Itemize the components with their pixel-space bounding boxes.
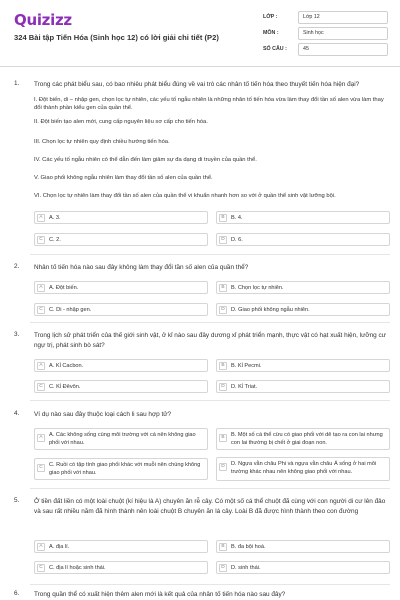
option-b[interactable] bbox=[216, 281, 390, 294]
option-letter-badge: B bbox=[219, 284, 227, 292]
question-number: 4. bbox=[14, 410, 20, 417]
question-number: 6. bbox=[14, 590, 20, 597]
option-d[interactable] bbox=[216, 561, 390, 574]
option-b[interactable] bbox=[216, 540, 390, 553]
option-letter-badge: C bbox=[37, 383, 45, 391]
option-c[interactable] bbox=[34, 303, 208, 316]
option-text: C. 2. bbox=[49, 237, 61, 243]
question-number: 1. bbox=[14, 80, 20, 87]
question-number: 2. bbox=[14, 263, 20, 270]
option-letter-badge: A bbox=[37, 362, 45, 370]
page-header bbox=[0, 0, 400, 66]
question-text: Ví dụ nào sau đây thuộc loại cách li sau hợp tử? bbox=[34, 411, 172, 418]
question-number: 3. bbox=[14, 331, 20, 338]
option-letter-badge: A bbox=[37, 284, 45, 292]
question-text: Nhân tố tiến hóa nào sau đây không làm thay đổi tần số alen của quần thể? bbox=[34, 264, 249, 271]
option-text: B. Một số cá thể cừu có giao phối với dê tạo ra con lai nhưng con lai thường bị chết ở giai đoạn non. bbox=[231, 432, 383, 446]
option-c[interactable] bbox=[34, 561, 208, 574]
option-text: B. đa bội hoá. bbox=[231, 544, 266, 550]
option-a[interactable] bbox=[34, 428, 208, 450]
question-divider bbox=[30, 322, 390, 323]
option-c[interactable] bbox=[34, 233, 208, 246]
option-text: C. Di - nhập gen. bbox=[49, 307, 92, 313]
option-text: D. sinh thái. bbox=[231, 565, 261, 571]
question-divider bbox=[30, 400, 390, 401]
option-text: C. địa lí hoặc sinh thái. bbox=[49, 565, 106, 571]
question-text: Trong quần thể có xuất hiện thêm alen mới là kết quả của nhân tố tiến hóa nào sau đây? bbox=[34, 591, 286, 598]
option-text: C. Ruồi có tập tính giao phối khác với muỗi nên chúng không giao phối với nhau. bbox=[49, 462, 201, 476]
option-d[interactable] bbox=[216, 380, 390, 393]
option-letter-badge: B bbox=[219, 543, 227, 551]
question-divider bbox=[30, 584, 390, 585]
option-a[interactable] bbox=[34, 540, 208, 553]
statement-2: II. Đột biến tạo alen mới, cung cấp nguyên liệu sơ cấp cho tiến hóa. bbox=[34, 119, 208, 125]
option-letter-badge: A bbox=[37, 543, 45, 551]
option-text: B. Kỉ Pecmi. bbox=[231, 363, 262, 369]
document-title: 324 Bài tập Tiến Hóa (Sinh học 12) có lời giải chi tiết (P2) bbox=[14, 33, 219, 42]
option-letter-badge: A bbox=[37, 214, 45, 222]
option-c[interactable] bbox=[34, 458, 208, 480]
option-text: B. Chọn lọc tự nhiên. bbox=[231, 285, 284, 291]
option-letter-badge: C bbox=[37, 236, 45, 244]
option-letter-badge: C bbox=[37, 306, 45, 314]
option-a[interactable] bbox=[34, 359, 208, 372]
option-text: C. Kỉ Đêvôn. bbox=[49, 384, 81, 390]
option-letter-badge: D bbox=[219, 463, 227, 471]
option-text: A. 3. bbox=[49, 215, 61, 221]
option-text: D. Ngựa vằn châu Phi và ngựa vằn châu Á sống ở hai môi trường khác nhau nên không giao phối với nhau. bbox=[231, 461, 377, 475]
option-text: B. 4. bbox=[231, 215, 243, 221]
option-d[interactable] bbox=[216, 303, 390, 316]
class-value: Lớp 12 bbox=[298, 11, 388, 24]
question-number: 5. bbox=[14, 497, 20, 504]
option-c[interactable] bbox=[34, 380, 208, 393]
option-letter-badge: C bbox=[37, 564, 45, 572]
question-text: Ở tiền đất liền có một loài chuột (kí hiệu là A) chuyên ăn rễ cây. Có một số cá thể chuột đã cùng với con người di cư lên đảo và sau rất nhiều năm đã hình thành nên loài chuột B chuyên ăn lá cây. Loài B đã được hình thành theo con đường bbox=[34, 498, 386, 515]
option-letter-badge: D bbox=[219, 306, 227, 314]
subject-value: Sinh học bbox=[298, 27, 388, 40]
class-row bbox=[263, 9, 388, 25]
question-count-value: 45 bbox=[298, 43, 388, 56]
question-divider bbox=[30, 488, 390, 489]
question-count-row bbox=[263, 41, 388, 57]
option-letter-badge: A bbox=[37, 434, 45, 442]
option-b[interactable] bbox=[216, 359, 390, 372]
statement-5: V. Giao phối không ngẫu nhiên làm thay đổi tần số alen của quần thể. bbox=[34, 175, 213, 181]
option-d[interactable] bbox=[216, 233, 390, 246]
option-text: D. Kỉ Triat. bbox=[231, 384, 258, 390]
option-b[interactable] bbox=[216, 428, 390, 450]
option-a[interactable] bbox=[34, 211, 208, 224]
option-letter-badge: B bbox=[219, 214, 227, 222]
option-text: A. Các không sống cùng môi trường với cá nên không giao phối với nhau. bbox=[49, 432, 196, 446]
quizizz-logo: Quizizz bbox=[14, 11, 72, 29]
option-b[interactable] bbox=[216, 211, 390, 224]
question-count-label: SỐ CÂU : bbox=[263, 46, 287, 52]
option-text: D. 6. bbox=[231, 237, 243, 243]
option-text: A. Kỉ Cacbon. bbox=[49, 363, 84, 369]
option-text: A. Đột biến. bbox=[49, 285, 79, 291]
question-text: Trong lịch sử phát triển của thế giới sinh vật, ở kỉ nào sau đây dương xỉ phát triển mạnh, thực vật có hạt xuất hiện, lưỡng cư ngự trị, phát sinh bò sát? bbox=[34, 332, 386, 349]
question-text: Trong các phát biểu sau, có bao nhiêu phát biểu đúng về vai trò các nhân tố tiến hóa theo thuyết tiến hóa hiện đại? bbox=[34, 81, 360, 88]
question-divider bbox=[30, 254, 390, 255]
option-letter-badge: B bbox=[219, 434, 227, 442]
statement-6: VI. Chọn lọc tự nhiên làm thay đổi tần số alen của quần thể vi khuẩn nhanh hơn so với ở quần thể sinh vật lưỡng bội. bbox=[34, 193, 336, 199]
option-text: D. Giao phối không ngẫu nhiên. bbox=[231, 307, 310, 313]
option-text: A. địa lí. bbox=[49, 544, 70, 550]
class-label: LỚP : bbox=[263, 14, 278, 20]
subject-label: MÔN : bbox=[263, 30, 279, 36]
option-letter-badge: B bbox=[219, 362, 227, 370]
option-letter-badge: C bbox=[37, 464, 45, 472]
option-a[interactable] bbox=[34, 281, 208, 294]
option-letter-badge: D bbox=[219, 383, 227, 391]
option-letter-badge: D bbox=[219, 564, 227, 572]
statement-1: I. Đột biến, di – nhập gen, chọn lọc tự nhiên, các yếu tố ngẫu nhiên là những nhân tố tiến hóa vừa làm thay đổi tần số alen vừa làm thay đổi thành phần kiểu gen của quần thể. bbox=[34, 97, 384, 112]
statement-3: III. Chọn lọc tự nhiên quy định chiều hướng tiến hóa. bbox=[34, 139, 170, 145]
statement-4: IV. Các yếu tố ngẫu nhiên có thể dẫn đến làm giảm sự đa dạng di truyền của quần thể. bbox=[34, 157, 257, 163]
subject-row bbox=[263, 25, 388, 41]
metadata-panel bbox=[263, 9, 388, 57]
header-divider bbox=[0, 66, 400, 67]
option-letter-badge: D bbox=[219, 236, 227, 244]
option-d[interactable] bbox=[216, 457, 390, 481]
